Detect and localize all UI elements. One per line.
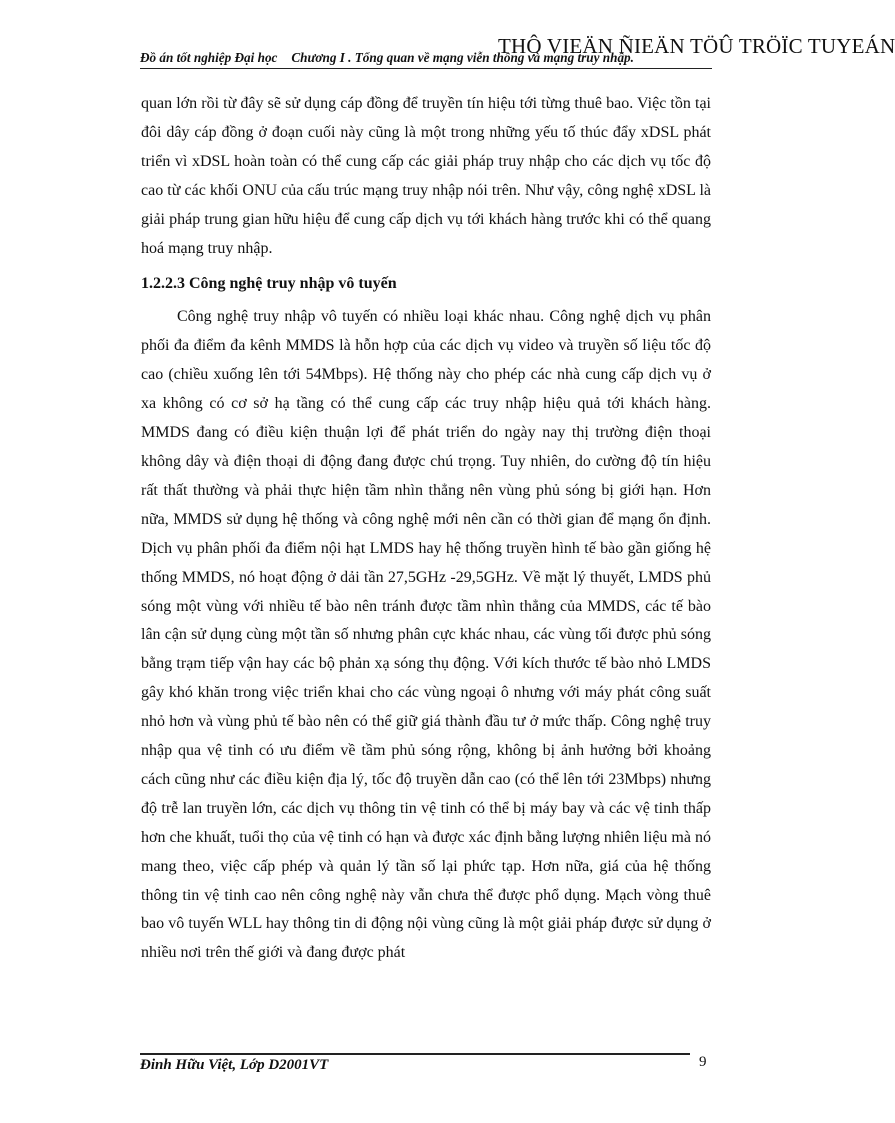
page-body [141, 90, 711, 968]
header-thesis-title: Đồ án tốt nghiệp Đại học [140, 50, 278, 65]
footer-author: Đinh Hữu Việt, Lớp D2001VT [140, 1057, 329, 1073]
library-watermark: THỘ VIEÄN ÑIEÄN TÖÛ TRÖÏC TUYEÁN [498, 34, 895, 58]
page-number: 9 [699, 1054, 707, 1070]
header-divider [140, 68, 712, 69]
header-chapter-title: Chương I . Tổng quan về mạng viễn thông và mạng truy nhập. [291, 50, 634, 65]
footer-divider [140, 1053, 690, 1055]
paragraph-continuation: quan lớn rồi từ đây sẽ sử dụng cáp đồng để truyền tín hiệu tới từng thuê bao. Việc tồn tại đôi dây cáp đồng ở đoạn cuối này cũng là một trong những yếu tố thúc đẩy xDSL phát triển vì xDSL hoàn toàn có thể cung cấp các giải pháp truy nhập cho các dịch vụ tốc độ cao từ các khối ONU của cấu trúc mạng truy nhập nói trên. Như vậy, công nghệ xDSL là giải pháp trung gian hữu hiệu để cung cấp dịch vụ tới khách hàng trước khi có thể quang hoá mạng truy nhập. [141, 95, 711, 257]
section-heading: 1.2.2.3 Công nghệ truy nhập vô tuyến [141, 275, 397, 293]
paragraph-wireless-access: Công nghệ truy nhập vô tuyến có nhiều loại khác nhau. Công nghệ dịch vụ phân phối đa điểm đa kênh MMDS là hỗn hợp của các dịch vụ video và truyền số liệu tốc độ cao (chiều xuống lên tới 54Mbps). Hệ thống này cho phép các nhà cung cấp dịch vụ ở xa không có cơ sở hạ tầng có thể cung cấp các truy nhập hiệu quả tới khách hàng. MMDS đang có điều kiện thuận lợi để phát triển do ngày nay thị trường điện thoại không dây và điện thoại di động đang được chú trọng. Tuy nhiên, do cường độ tín hiệu rất thất thường và phải thực hiện tầm nhìn thẳng nên vùng phủ sóng bị giới hạn. Hơn nữa, MMDS sử dụng hệ thống và công nghệ mới nên cần có thời gian để mạng ổn định. Dịch vụ phân phối đa điểm nội hạt LMDS hay hệ thống truyền hình tế bào gần giống hệ thống MMDS, nó hoạt động ở dải tần 27,5GHz -29,5GHz. Về mặt lý thuyết, LMDS phủ sóng một vùng với nhiều tế bào nên tránh được tầm nhìn thẳng của MMDS, các tế bào lân cận sử dụng cùng một tần số nhưng phân cực khác nhau, các vùng tối được phủ sóng bằng trạm tiếp vận hay các bộ phản xạ sóng thụ động. Với kích thước tế bào nhỏ LMDS gây khó khăn trong việc triển khai cho các vùng ngoại ô nhưng với máy phát công suất nhỏ hơn và vùng phủ tế bào nên có thể giữ giá thành đầu tư ở mức thấp. Công nghệ truy nhập qua vệ tinh có ưu điểm về tầm phủ sóng rộng, không bị ảnh hưởng bởi khoảng cách cũng như các điều kiện địa lý, tốc độ truyền dẫn cao (có thể lên tới 23Mbps) nhưng độ trễ lan truyền lớn, các dịch vụ thông tin vệ tinh có thể bị máy bay và các vệ tinh thấp hơn che khuất, tuổi thọ của vệ tinh có hạn và được xác định bằng lượng nhiên liệu mà nó mang theo, việc cấp phép và quản lý tần số lại phức tạp. Hơn nữa, giá của hệ thống thông tin vệ tinh cao nên công nghệ này vẫn chưa thể được phổ dụng. Mạch vòng thuê bao vô tuyến WLL hay thông tin di động nội vùng cũng là một giải pháp được sử dụng ở nhiều nơi trên thế giới và đang được phát [141, 308, 711, 962]
running-header [140, 50, 710, 66]
